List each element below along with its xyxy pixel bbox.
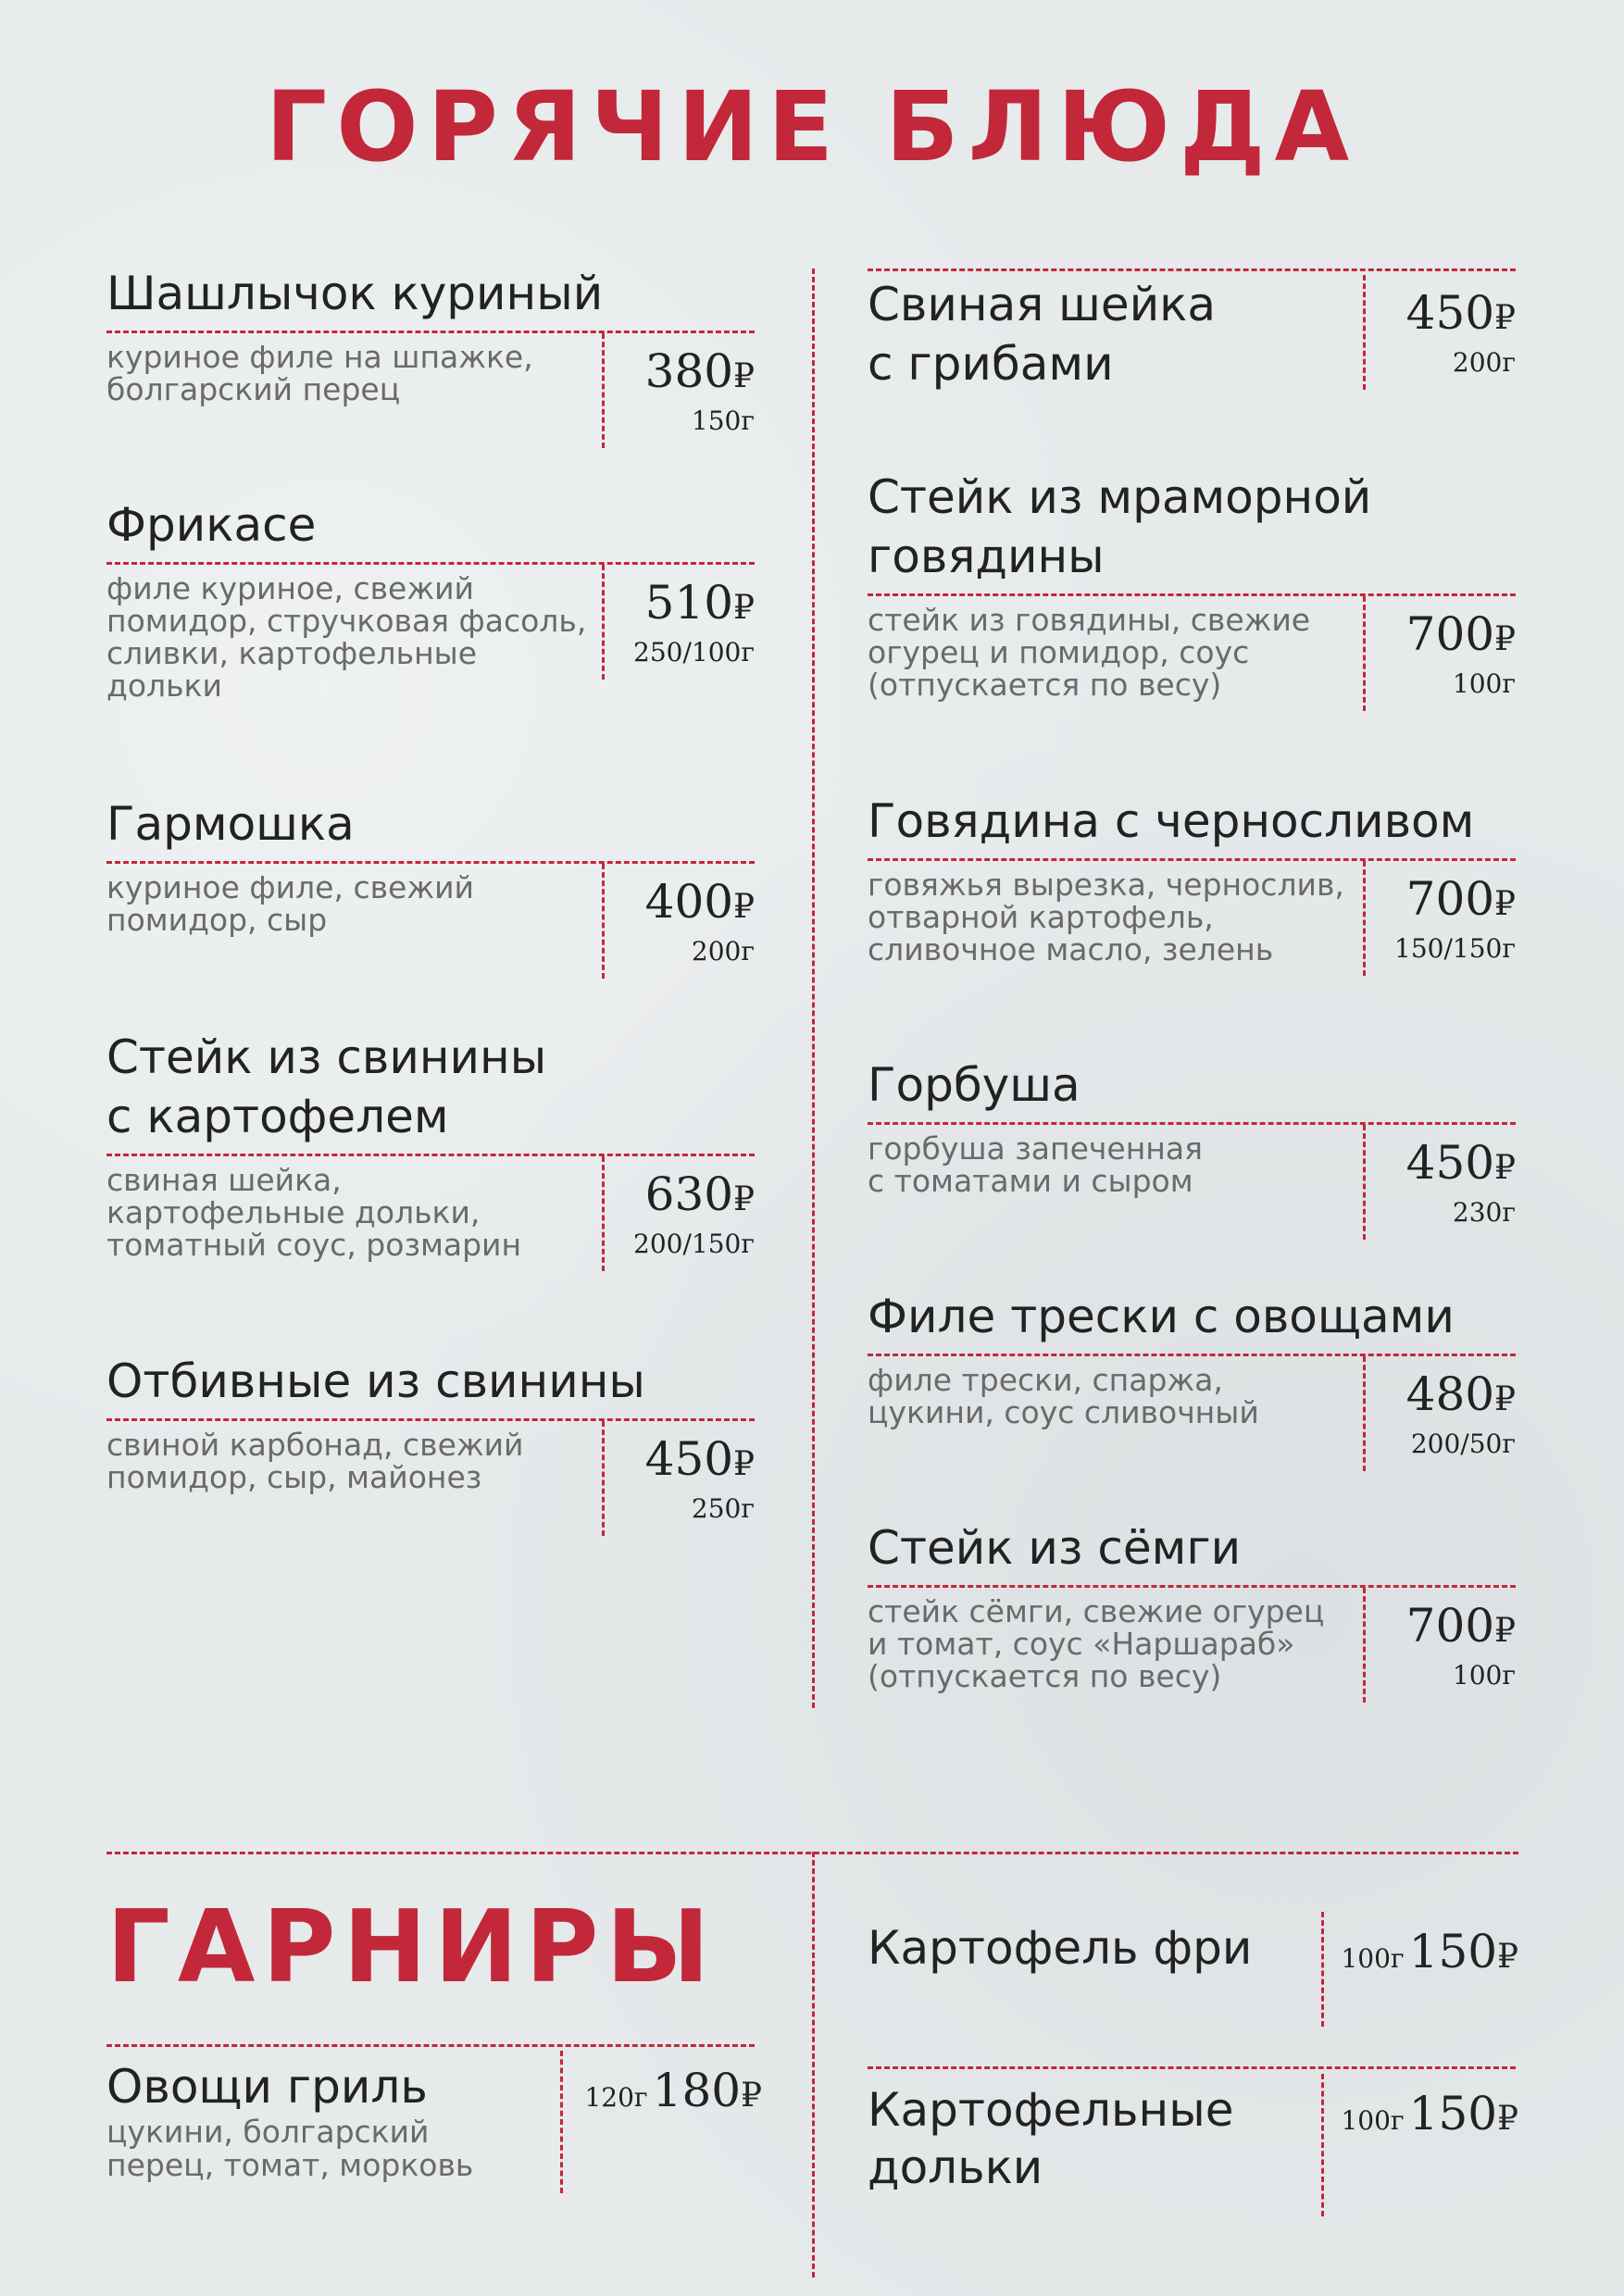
dish-description-line: стейк из говядины, свежие xyxy=(868,602,1311,638)
currency-sign: ₽ xyxy=(1494,1380,1516,1418)
dish-item xyxy=(868,468,1516,711)
side-price-value: 180 xyxy=(652,2064,742,2117)
currency-sign: ₽ xyxy=(1497,1938,1518,1976)
dish-name-line: Гармошка xyxy=(106,797,355,851)
currency-sign: ₽ xyxy=(1494,299,1516,337)
dish-weight: 150/150г xyxy=(1394,933,1516,964)
side-text xyxy=(106,2051,560,2182)
dish-price-value: 450 xyxy=(1405,286,1495,340)
dish-description xyxy=(868,861,1363,976)
currency-sign: ₽ xyxy=(733,357,755,395)
currency-sign: ₽ xyxy=(1494,620,1516,658)
side-item xyxy=(868,2074,1518,2216)
dish-description-line: картофельные дольки, xyxy=(106,1194,481,1230)
dish-price-box xyxy=(1363,1588,1516,1703)
dish-description-line: цукини, соус сливочный xyxy=(868,1394,1259,1430)
side-text xyxy=(868,2074,1321,2196)
dish-price-value: 700 xyxy=(1405,607,1495,661)
dish-price-value: 510 xyxy=(644,576,734,630)
dish-price xyxy=(605,1432,755,1491)
dish-description-line: дольки xyxy=(106,668,222,704)
side-price-box xyxy=(560,2051,762,2193)
dish-weight: 250/100г xyxy=(633,637,755,668)
dish-weight: 200г xyxy=(1452,347,1516,378)
dish-price-box xyxy=(1363,861,1516,976)
dish-price-box xyxy=(602,333,755,448)
dish-name-line: Стейк из мраморной xyxy=(868,470,1372,524)
dish-price-box xyxy=(1363,1356,1516,1471)
dish-description-line: помидор, сыр xyxy=(106,902,328,938)
dish-row xyxy=(106,1421,755,1536)
dish-weight: 230г xyxy=(1452,1197,1516,1228)
dish-description-line: сливочное масло, зелень xyxy=(868,931,1274,967)
currency-sign: ₽ xyxy=(733,1180,755,1218)
dish-weight: 200/150г xyxy=(633,1229,755,1259)
column-divider xyxy=(812,268,815,1708)
dish-name xyxy=(106,1028,755,1146)
dish-description-line: помидор, сыр, майонез xyxy=(106,1459,482,1495)
dish-weight: 100г xyxy=(1452,1660,1516,1691)
dish-price-value: 380 xyxy=(644,344,734,398)
currency-sign: ₽ xyxy=(733,1445,755,1483)
dish-weight: 150г xyxy=(691,406,755,436)
dish-price xyxy=(1366,1599,1516,1658)
dish-price-value: 450 xyxy=(644,1432,734,1486)
dish-price xyxy=(605,1167,755,1227)
dish-description-line: филе трески, спаржа, xyxy=(868,1362,1223,1398)
dish-name-line: Горбуша xyxy=(868,1058,1081,1112)
dish-price-value: 700 xyxy=(1405,872,1495,926)
side-price-value: 150 xyxy=(1408,2087,1498,2140)
dish-description-line: говяжья вырезка, чернослив, xyxy=(868,867,1344,903)
dish-name-line: с грибами xyxy=(868,337,1114,391)
dish-description-line: куриное филе, свежий xyxy=(106,869,474,905)
dish-description xyxy=(106,333,602,448)
dish-description-line: помидор, стручковая фасоль, xyxy=(106,603,587,639)
dish-price-box xyxy=(602,864,755,979)
side-name xyxy=(106,2058,560,2115)
dish-item xyxy=(868,1055,1516,1240)
currency-sign: ₽ xyxy=(1494,1149,1516,1187)
dish-weight: 200г xyxy=(691,936,755,967)
dish-weight: 250г xyxy=(691,1493,755,1524)
dish-description xyxy=(106,864,602,979)
dish-description-line: горбуша запеченная xyxy=(868,1130,1203,1167)
dish-price-box xyxy=(602,1156,755,1271)
dish-item xyxy=(868,1518,1516,1703)
dish-price xyxy=(1366,607,1516,667)
dish-description-line: свиной карбонад, свежий xyxy=(106,1427,524,1463)
dish-description-line: томатный соус, розмарин xyxy=(106,1227,522,1263)
side-weight: 100г xyxy=(1341,1943,1405,1974)
dish-description xyxy=(868,1125,1363,1240)
dish-price-value: 480 xyxy=(1405,1367,1495,1421)
sides-title: ГАРНИРЫ xyxy=(106,1890,718,2005)
side-item xyxy=(868,1912,1518,2027)
dish-name-line: Стейк из свинины xyxy=(106,1030,547,1084)
dish-description-line: филе куриное, свежий xyxy=(106,570,474,606)
dish-name xyxy=(106,264,755,323)
dish-name xyxy=(106,495,755,555)
dish-rule xyxy=(868,268,1516,271)
dish-price-value: 450 xyxy=(1405,1136,1495,1190)
dish-row xyxy=(868,596,1516,711)
dish-description-line: стейк сёмги, свежие огурец xyxy=(868,1593,1325,1629)
side-text xyxy=(868,1912,1321,1977)
dish-row xyxy=(106,333,755,448)
dish-name xyxy=(106,794,755,854)
dish-item xyxy=(868,792,1516,976)
dish-name xyxy=(868,1518,1516,1578)
dish-description xyxy=(106,1421,602,1536)
dish-item xyxy=(106,794,755,979)
dish-name xyxy=(868,792,1516,851)
dish-row xyxy=(106,1156,755,1271)
dish-description-line: куриное филе на шпажке, xyxy=(106,339,533,375)
dish-description-line: и томат, соус «Наршараб» xyxy=(868,1626,1295,1662)
dish-weight: 200/50г xyxy=(1410,1429,1516,1459)
dish-name xyxy=(868,468,1516,586)
dish-price-box xyxy=(1363,1125,1516,1240)
dish-price-box xyxy=(602,565,755,680)
dish-description-line: сливки, картофельные xyxy=(106,635,477,671)
dish-name-line: Стейк из сёмги xyxy=(868,1521,1242,1575)
side-description xyxy=(106,2115,560,2182)
dish-price-box xyxy=(602,1421,755,1536)
dish-price xyxy=(1366,1367,1516,1427)
dish-description xyxy=(868,1356,1363,1471)
side-weight: 100г xyxy=(1341,2105,1405,2136)
dish-price xyxy=(605,875,755,934)
dish-name xyxy=(106,1352,755,1411)
currency-sign: ₽ xyxy=(1497,2100,1518,2138)
side-name xyxy=(868,2081,1321,2196)
page-title: ГОРЯЧИЕ БЛЮДА xyxy=(265,70,1359,183)
dish-item xyxy=(106,1028,755,1271)
dish-row xyxy=(106,565,755,702)
currency-sign: ₽ xyxy=(1494,1612,1516,1650)
dish-name-line: Свиная шейка xyxy=(868,278,1217,331)
side-name-line: Картофель фри xyxy=(868,1921,1253,1975)
dish-price-value: 400 xyxy=(644,875,734,929)
side-name xyxy=(868,1919,1321,1977)
currency-sign: ₽ xyxy=(733,888,755,926)
side-weight: 120г xyxy=(584,2082,648,2113)
dish-name-line: Филе трески с овощами xyxy=(868,1290,1455,1343)
dish-name xyxy=(868,275,1363,393)
dish-name-line: Фрикасе xyxy=(106,498,317,552)
dish-description-line: с томатами и сыром xyxy=(868,1163,1193,1199)
dish-name-line: Шашлычок куриный xyxy=(106,267,604,320)
dish-row xyxy=(868,861,1516,976)
dish-description-line: болгарский перец xyxy=(106,371,401,407)
dish-row xyxy=(106,864,755,979)
side-name-line: дольки xyxy=(868,2140,1043,2194)
dish-item xyxy=(868,268,1516,393)
dish-description xyxy=(106,565,602,702)
dish-name-line: говядины xyxy=(868,530,1105,583)
dish-item xyxy=(106,495,755,702)
dish-price-box xyxy=(1363,275,1516,390)
dish-row xyxy=(868,1588,1516,1703)
dish-row xyxy=(868,1125,1516,1240)
dish-name xyxy=(868,1055,1516,1115)
side-item xyxy=(106,2051,762,2193)
side-price-box xyxy=(1321,2074,1518,2216)
dish-row xyxy=(868,275,1516,393)
dish-weight: 100г xyxy=(1452,668,1516,699)
side-rule xyxy=(106,2044,755,2047)
currency-sign: ₽ xyxy=(1494,885,1516,923)
dish-description xyxy=(868,1588,1363,1703)
sides-column-divider xyxy=(812,1852,815,2277)
dish-name-line: Отбивные из свинины xyxy=(106,1354,645,1408)
side-name-line: Овощи гриль xyxy=(106,2060,428,2114)
dish-description xyxy=(106,1156,602,1271)
dish-price xyxy=(605,344,755,404)
side-price-box xyxy=(1321,1912,1518,2027)
dish-name xyxy=(868,1287,1516,1346)
dish-row xyxy=(868,1356,1516,1471)
dish-price xyxy=(605,576,755,635)
dish-description-line: огурец и помидор, соус xyxy=(868,634,1250,670)
currency-sign: ₽ xyxy=(733,589,755,627)
dish-description-line: (отпускается по весу) xyxy=(868,1658,1222,1694)
dish-item xyxy=(106,264,755,448)
side-name-line: Картофельные xyxy=(868,2083,1234,2137)
side-rule xyxy=(868,2066,1516,2069)
dish-description-line: (отпускается по весу) xyxy=(868,667,1222,703)
dish-name-line: Говядина с черносливом xyxy=(868,794,1475,848)
currency-sign: ₽ xyxy=(741,2077,762,2115)
dish-price-box xyxy=(1363,596,1516,711)
dish-description xyxy=(868,596,1363,711)
side-description-line: цукини, болгарский xyxy=(106,2114,430,2150)
side-price-value: 150 xyxy=(1408,1925,1498,1978)
dish-price xyxy=(1366,1136,1516,1195)
dish-description-line: отварной картофель, xyxy=(868,899,1214,935)
dish-price-value: 700 xyxy=(1405,1599,1495,1653)
dish-description-line: свиная шейка, xyxy=(106,1162,342,1198)
dish-item xyxy=(106,1352,755,1536)
side-description-line: перец, томат, морковь xyxy=(106,2147,474,2183)
dish-price xyxy=(1366,872,1516,931)
dish-name-line: с картофелем xyxy=(106,1090,449,1143)
dish-item xyxy=(868,1287,1516,1471)
dish-price-value: 630 xyxy=(644,1167,734,1221)
dish-price xyxy=(1366,286,1516,345)
